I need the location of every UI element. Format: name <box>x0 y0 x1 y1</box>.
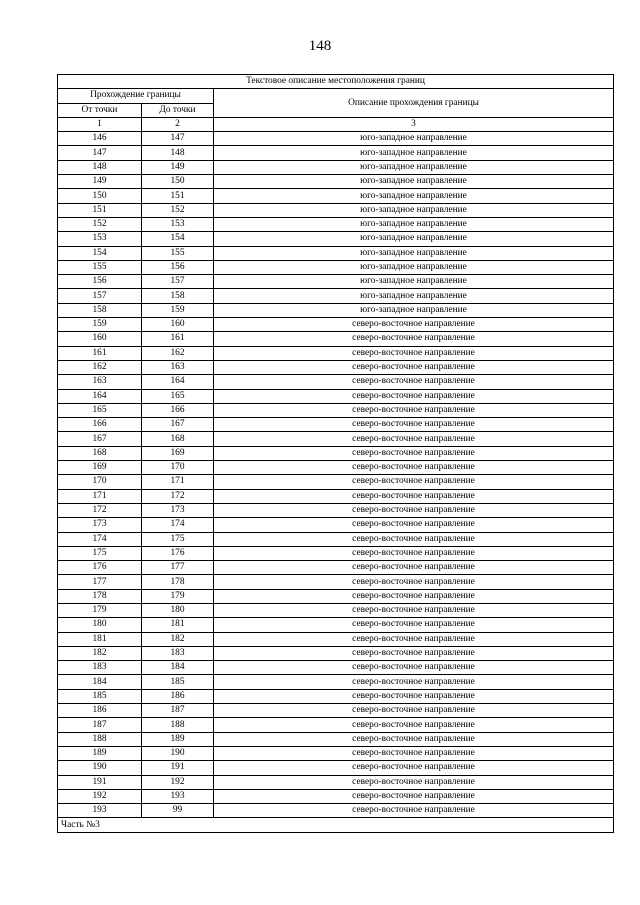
direction-cell: северо-восточное направление <box>214 432 614 446</box>
to-point-cell: 191 <box>142 761 214 775</box>
from-point-cell: 161 <box>58 346 142 360</box>
direction-cell: северо-восточное направление <box>214 418 614 432</box>
direction-cell: юго-западное направление <box>214 175 614 189</box>
to-point-cell: 189 <box>142 732 214 746</box>
to-point-cell: 164 <box>142 375 214 389</box>
table-row <box>58 489 614 503</box>
from-point-cell: 165 <box>58 403 142 417</box>
to-point-cell: 160 <box>142 318 214 332</box>
table-row <box>58 389 614 403</box>
direction-cell: юго-западное направление <box>214 160 614 174</box>
table-row <box>58 761 614 775</box>
to-point-cell: 154 <box>142 232 214 246</box>
to-point-cell: 168 <box>142 432 214 446</box>
to-point-cell: 165 <box>142 389 214 403</box>
from-point-cell: 175 <box>58 546 142 560</box>
table-row <box>58 646 614 660</box>
table-row <box>58 432 614 446</box>
to-point-cell: 162 <box>142 346 214 360</box>
to-point-cell: 184 <box>142 661 214 675</box>
direction-cell: юго-западное направление <box>214 217 614 231</box>
to-point-cell: 183 <box>142 646 214 660</box>
from-point-cell: 157 <box>58 289 142 303</box>
direction-cell: северо-восточное направление <box>214 589 614 603</box>
direction-cell: северо-восточное направление <box>214 461 614 475</box>
table-row <box>58 232 614 246</box>
direction-cell: северо-восточное направление <box>214 403 614 417</box>
to-point-cell: 148 <box>142 146 214 160</box>
from-point-cell: 180 <box>58 618 142 632</box>
direction-cell: северо-восточное направление <box>214 532 614 546</box>
table-row <box>58 589 614 603</box>
to-point-cell: 161 <box>142 332 214 346</box>
table-row <box>58 446 614 460</box>
direction-cell: северо-восточное направление <box>214 332 614 346</box>
to-point-cell: 176 <box>142 546 214 560</box>
direction-cell: северо-восточное направление <box>214 789 614 803</box>
from-point-cell: 183 <box>58 661 142 675</box>
to-point-cell: 166 <box>142 403 214 417</box>
from-point-cell: 158 <box>58 303 142 317</box>
from-point-cell: 192 <box>58 789 142 803</box>
to-point-cell: 186 <box>142 689 214 703</box>
table-row <box>58 789 614 803</box>
direction-cell: юго-западное направление <box>214 246 614 260</box>
table-row <box>58 775 614 789</box>
direction-cell: северо-восточное направление <box>214 603 614 617</box>
direction-cell: северо-восточное направление <box>214 761 614 775</box>
table-row <box>58 418 614 432</box>
to-point-cell: 187 <box>142 704 214 718</box>
direction-cell: северо-восточное направление <box>214 503 614 517</box>
from-point-cell: 153 <box>58 232 142 246</box>
from-point-cell: 163 <box>58 375 142 389</box>
table-row <box>58 146 614 160</box>
table-row <box>58 403 614 417</box>
to-point-cell: 163 <box>142 360 214 374</box>
table-row <box>58 318 614 332</box>
to-point-cell: 157 <box>142 275 214 289</box>
from-point-cell: 187 <box>58 718 142 732</box>
to-point-cell: 158 <box>142 289 214 303</box>
to-point-cell: 190 <box>142 746 214 760</box>
from-point-cell: 189 <box>58 746 142 760</box>
direction-cell: северо-восточное направление <box>214 346 614 360</box>
from-point-cell: 146 <box>58 132 142 146</box>
column-number-3: 3 <box>214 117 614 131</box>
direction-cell: северо-восточное направление <box>214 318 614 332</box>
to-point-cell: 182 <box>142 632 214 646</box>
direction-cell: юго-западное направление <box>214 203 614 217</box>
to-point-cell: 156 <box>142 260 214 274</box>
table-row <box>58 360 614 374</box>
from-point-cell: 159 <box>58 318 142 332</box>
table-row <box>58 346 614 360</box>
table-row <box>58 503 614 517</box>
from-point-cell: 172 <box>58 503 142 517</box>
table-row <box>58 718 614 732</box>
column-number-1: 1 <box>58 117 142 131</box>
from-point-cell: 148 <box>58 160 142 174</box>
table-row <box>58 217 614 231</box>
direction-cell: северо-восточное направление <box>214 632 614 646</box>
from-point-cell: 155 <box>58 260 142 274</box>
to-point-cell: 170 <box>142 461 214 475</box>
table-row <box>58 561 614 575</box>
from-point-cell: 186 <box>58 704 142 718</box>
to-point-cell: 174 <box>142 518 214 532</box>
to-point-cell: 153 <box>142 217 214 231</box>
table-row <box>58 189 614 203</box>
from-point-cell: 179 <box>58 603 142 617</box>
direction-cell: северо-восточное направление <box>214 804 614 818</box>
direction-cell: юго-западное направление <box>214 146 614 160</box>
from-point-cell: 191 <box>58 775 142 789</box>
page-number: 148 <box>308 38 332 54</box>
direction-cell: северо-восточное направление <box>214 518 614 532</box>
to-point-cell: 193 <box>142 789 214 803</box>
direction-cell: северо-восточное направление <box>214 746 614 760</box>
from-point-cell: 154 <box>58 246 142 260</box>
from-point-cell: 150 <box>58 189 142 203</box>
direction-cell: северо-восточное направление <box>214 718 614 732</box>
table-row <box>58 575 614 589</box>
from-point-cell: 181 <box>58 632 142 646</box>
direction-cell: северо-восточное направление <box>214 561 614 575</box>
to-point-cell: 173 <box>142 503 214 517</box>
from-point-cell: 156 <box>58 275 142 289</box>
direction-cell: северо-восточное направление <box>214 475 614 489</box>
from-point-cell: 147 <box>58 146 142 160</box>
direction-cell: северо-восточное направление <box>214 375 614 389</box>
boundary-description-table <box>57 74 614 833</box>
to-point-cell: 181 <box>142 618 214 632</box>
direction-cell: северо-восточное направление <box>214 675 614 689</box>
direction-cell: северо-восточное направление <box>214 689 614 703</box>
table-row <box>58 332 614 346</box>
to-point-cell: 192 <box>142 775 214 789</box>
from-point-cell: 188 <box>58 732 142 746</box>
table-row <box>58 704 614 718</box>
to-point-cell: 179 <box>142 589 214 603</box>
table-row <box>58 260 614 274</box>
direction-cell: северо-восточное направление <box>214 389 614 403</box>
table-row <box>58 303 614 317</box>
direction-cell: юго-западное направление <box>214 189 614 203</box>
to-point-cell: 178 <box>142 575 214 589</box>
from-point-cell: 167 <box>58 432 142 446</box>
direction-cell: северо-восточное направление <box>214 618 614 632</box>
direction-cell: северо-восточное направление <box>214 575 614 589</box>
to-point-cell: 169 <box>142 446 214 460</box>
from-point-cell: 164 <box>58 389 142 403</box>
table-row <box>58 532 614 546</box>
from-point-cell: 171 <box>58 489 142 503</box>
table-row <box>58 661 614 675</box>
to-point-cell: 99 <box>142 804 214 818</box>
table-footer: Часть №3 <box>58 818 614 832</box>
to-point-header: До точки <box>142 103 214 117</box>
to-point-cell: 149 <box>142 160 214 174</box>
table-row <box>58 603 614 617</box>
from-point-cell: 185 <box>58 689 142 703</box>
to-point-cell: 175 <box>142 532 214 546</box>
from-point-cell: 168 <box>58 446 142 460</box>
table-row <box>58 689 614 703</box>
table-body <box>58 132 614 818</box>
to-point-cell: 177 <box>142 561 214 575</box>
boundary-passage-header: Прохождение границы <box>58 89 214 103</box>
table-row <box>58 160 614 174</box>
from-point-cell: 190 <box>58 761 142 775</box>
direction-cell: северо-восточное направление <box>214 546 614 560</box>
description-header: Описание прохождения границы <box>214 89 614 118</box>
table-row <box>58 175 614 189</box>
from-point-cell: 151 <box>58 203 142 217</box>
table-row <box>58 475 614 489</box>
to-point-cell: 155 <box>142 246 214 260</box>
table-row <box>58 632 614 646</box>
to-point-cell: 167 <box>142 418 214 432</box>
table-row <box>58 461 614 475</box>
direction-cell: юго-западное направление <box>214 275 614 289</box>
from-point-cell: 169 <box>58 461 142 475</box>
direction-cell: юго-западное направление <box>214 132 614 146</box>
table-row <box>58 546 614 560</box>
direction-cell: северо-восточное направление <box>214 446 614 460</box>
table-row <box>58 375 614 389</box>
table-row <box>58 675 614 689</box>
to-point-cell: 185 <box>142 675 214 689</box>
to-point-cell: 159 <box>142 303 214 317</box>
to-point-cell: 152 <box>142 203 214 217</box>
table-row <box>58 275 614 289</box>
direction-cell: юго-западное направление <box>214 303 614 317</box>
direction-cell: юго-западное направление <box>214 260 614 274</box>
from-point-cell: 152 <box>58 217 142 231</box>
to-point-cell: 172 <box>142 489 214 503</box>
column-number-2: 2 <box>142 117 214 131</box>
table-title: Текстовое описание местоположения границ <box>58 75 614 89</box>
table-row <box>58 289 614 303</box>
from-point-cell: 182 <box>58 646 142 660</box>
from-point-cell: 178 <box>58 589 142 603</box>
direction-cell: северо-восточное направление <box>214 360 614 374</box>
to-point-cell: 151 <box>142 189 214 203</box>
table-row <box>58 246 614 260</box>
from-point-cell: 149 <box>58 175 142 189</box>
from-point-cell: 184 <box>58 675 142 689</box>
from-point-cell: 160 <box>58 332 142 346</box>
from-point-header: От точки <box>58 103 142 117</box>
direction-cell: северо-восточное направление <box>214 775 614 789</box>
direction-cell: северо-восточное направление <box>214 646 614 660</box>
table-row <box>58 618 614 632</box>
to-point-cell: 180 <box>142 603 214 617</box>
to-point-cell: 150 <box>142 175 214 189</box>
from-point-cell: 173 <box>58 518 142 532</box>
from-point-cell: 193 <box>58 804 142 818</box>
table-row <box>58 732 614 746</box>
direction-cell: северо-восточное направление <box>214 704 614 718</box>
to-point-cell: 171 <box>142 475 214 489</box>
direction-cell: северо-восточное направление <box>214 489 614 503</box>
direction-cell: северо-восточное направление <box>214 732 614 746</box>
table-row <box>58 518 614 532</box>
from-point-cell: 170 <box>58 475 142 489</box>
from-point-cell: 166 <box>58 418 142 432</box>
from-point-cell: 177 <box>58 575 142 589</box>
table-row <box>58 804 614 818</box>
direction-cell: юго-западное направление <box>214 232 614 246</box>
table-row <box>58 203 614 217</box>
from-point-cell: 162 <box>58 360 142 374</box>
table-row <box>58 746 614 760</box>
from-point-cell: 174 <box>58 532 142 546</box>
table-row <box>58 132 614 146</box>
from-point-cell: 176 <box>58 561 142 575</box>
to-point-cell: 147 <box>142 132 214 146</box>
direction-cell: юго-западное направление <box>214 289 614 303</box>
to-point-cell: 188 <box>142 718 214 732</box>
direction-cell: северо-восточное направление <box>214 661 614 675</box>
